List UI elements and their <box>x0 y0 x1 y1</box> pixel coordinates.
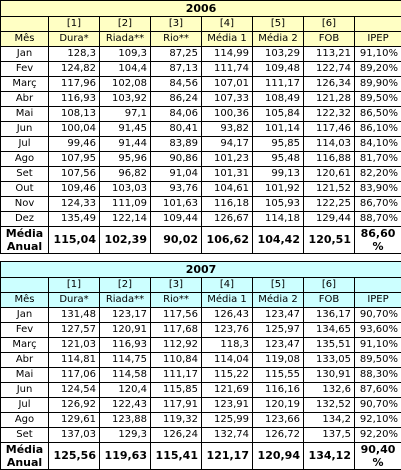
month-cell: Nov <box>1 197 49 212</box>
table-row <box>1 77 401 92</box>
value-cell: 83,89 <box>151 137 202 152</box>
average-value: 115,41 <box>151 443 202 470</box>
value-cell: 89,90% <box>355 77 401 92</box>
table-row <box>1 62 401 77</box>
value-cell: 105,93 <box>253 197 304 212</box>
column-header: Riada** <box>100 32 151 47</box>
value-cell: 107,95 <box>49 152 100 167</box>
value-cell: 93,60% <box>355 323 401 338</box>
value-cell: 101,63 <box>151 197 202 212</box>
column-header: IPEP <box>355 32 401 47</box>
value-cell: 95,48 <box>253 152 304 167</box>
value-cell: 104,4 <box>100 62 151 77</box>
table-row <box>1 182 401 197</box>
value-cell: 121,69 <box>202 383 253 398</box>
value-cell: 91,10% <box>355 47 401 62</box>
table-row <box>1 107 401 122</box>
column-header: Média 1 <box>202 293 253 308</box>
average-value: 134,12 <box>304 443 355 470</box>
value-cell: 91,45 <box>100 122 151 137</box>
value-cell: 122,25 <box>304 197 355 212</box>
value-cell: 95,96 <box>100 152 151 167</box>
value-cell: 135,49 <box>49 212 100 227</box>
column-number: [3] <box>151 17 202 32</box>
average-row <box>1 227 401 241</box>
value-cell: 107,33 <box>202 92 253 107</box>
column-header: FOB <box>304 32 355 47</box>
value-cell: 115,22 <box>202 368 253 383</box>
month-cell: Ago <box>1 152 49 167</box>
value-cell: 86,10% <box>355 122 401 137</box>
value-cell: 91,10% <box>355 338 401 353</box>
month-cell: Jul <box>1 398 49 413</box>
column-header: Rio** <box>151 32 202 47</box>
month-cell: Dez <box>1 212 49 227</box>
average-label: Média <box>1 227 49 241</box>
value-cell: 111,74 <box>202 62 253 77</box>
column-number <box>355 17 401 32</box>
value-cell: 127,57 <box>49 323 100 338</box>
value-cell: 104,61 <box>202 182 253 197</box>
header-row <box>1 32 401 47</box>
column-header: Dura* <box>49 293 100 308</box>
month-cell: Fev <box>1 323 49 338</box>
value-cell: 110,84 <box>151 353 202 368</box>
value-cell: 97,1 <box>100 107 151 122</box>
value-cell: 131,48 <box>49 308 100 323</box>
table-row <box>1 47 401 62</box>
column-header: Riada** <box>100 293 151 308</box>
month-cell: Març <box>1 338 49 353</box>
average-value: 104,42 <box>253 227 304 254</box>
header-row <box>1 293 401 308</box>
month-cell: Set <box>1 167 49 182</box>
value-cell: 92,10% <box>355 413 401 428</box>
value-cell: 117,06 <box>49 368 100 383</box>
value-cell: 90,86 <box>151 152 202 167</box>
value-cell: 101,92 <box>253 182 304 197</box>
average-label-2: Anual <box>1 456 49 470</box>
average-value: 106,62 <box>202 227 253 254</box>
value-cell: 129,44 <box>304 212 355 227</box>
value-cell: 108,13 <box>49 107 100 122</box>
value-cell: 88,70% <box>355 212 401 227</box>
average-label: Média <box>1 443 49 457</box>
value-cell: 111,09 <box>100 197 151 212</box>
value-cell: 111,17 <box>253 77 304 92</box>
average-value: 115,04 <box>49 227 100 254</box>
value-cell: 137,03 <box>49 428 100 443</box>
year-title: 2007 <box>1 262 401 278</box>
value-cell: 117,56 <box>151 308 202 323</box>
value-cell: 134,65 <box>304 323 355 338</box>
value-cell: 111,17 <box>151 368 202 383</box>
value-cell: 124,54 <box>49 383 100 398</box>
value-cell: 80,41 <box>151 122 202 137</box>
average-value: 120,94 <box>253 443 304 470</box>
column-number <box>1 17 49 32</box>
value-cell: 123,66 <box>253 413 304 428</box>
table-row <box>1 323 401 338</box>
column-number: [6] <box>304 17 355 32</box>
value-cell: 122,43 <box>100 398 151 413</box>
value-cell: 126,72 <box>253 428 304 443</box>
table-row <box>1 212 401 227</box>
value-cell: 133,05 <box>304 353 355 368</box>
value-cell: 100,36 <box>202 107 253 122</box>
value-cell: 100,04 <box>49 122 100 137</box>
value-cell: 124,33 <box>49 197 100 212</box>
year-table-2007 <box>0 261 401 470</box>
table-row <box>1 152 401 167</box>
month-cell: Out <box>1 182 49 197</box>
value-cell: 107,01 <box>202 77 253 92</box>
month-cell: Jun <box>1 122 49 137</box>
value-cell: 91,44 <box>100 137 151 152</box>
value-cell: 120,4 <box>100 383 151 398</box>
value-cell: 90,70% <box>355 308 401 323</box>
value-cell: 101,31 <box>202 167 253 182</box>
value-cell: 120,19 <box>253 398 304 413</box>
value-cell: 109,46 <box>49 182 100 197</box>
value-cell: 114,04 <box>202 353 253 368</box>
value-cell: 116,93 <box>100 338 151 353</box>
table-row <box>1 383 401 398</box>
value-cell: 117,46 <box>304 122 355 137</box>
value-cell: 84,06 <box>151 107 202 122</box>
value-cell: 93,82 <box>202 122 253 137</box>
value-cell: 126,67 <box>202 212 253 227</box>
value-cell: 89,20% <box>355 62 401 77</box>
value-cell: 132,74 <box>202 428 253 443</box>
value-cell: 109,3 <box>100 47 151 62</box>
value-cell: 87,25 <box>151 47 202 62</box>
value-cell: 132,52 <box>304 398 355 413</box>
value-cell: 122,14 <box>100 212 151 227</box>
column-number: [4] <box>202 17 253 32</box>
average-ipep: 86,60 <box>355 227 401 241</box>
month-cell: Abr <box>1 92 49 107</box>
column-header: Rio** <box>151 293 202 308</box>
value-cell: 117,68 <box>151 323 202 338</box>
value-cell: 109,48 <box>253 62 304 77</box>
month-cell: Fev <box>1 62 49 77</box>
value-cell: 119,32 <box>151 413 202 428</box>
value-cell: 91,04 <box>151 167 202 182</box>
column-number: [5] <box>253 278 304 293</box>
value-cell: 113,21 <box>304 47 355 62</box>
value-cell: 94,17 <box>202 137 253 152</box>
value-cell: 126,92 <box>49 398 100 413</box>
column-header: FOB <box>304 293 355 308</box>
column-header: Média 1 <box>202 32 253 47</box>
value-cell: 84,56 <box>151 77 202 92</box>
month-cell: Abr <box>1 353 49 368</box>
value-cell: 121,03 <box>49 338 100 353</box>
value-cell: 95,85 <box>253 137 304 152</box>
table-row <box>1 353 401 368</box>
month-cell: Març <box>1 77 49 92</box>
year-title: 2006 <box>1 1 401 17</box>
value-cell: 118,3 <box>202 338 253 353</box>
value-cell: 120,61 <box>304 167 355 182</box>
value-cell: 123,47 <box>253 338 304 353</box>
value-cell: 81,70% <box>355 152 401 167</box>
value-cell: 83,90% <box>355 182 401 197</box>
column-number: [2] <box>100 278 151 293</box>
value-cell: 120,91 <box>100 323 151 338</box>
value-cell: 114,75 <box>100 353 151 368</box>
value-cell: 96,82 <box>100 167 151 182</box>
average-ipep-2: % <box>355 240 401 254</box>
value-cell: 115,55 <box>253 368 304 383</box>
value-cell: 101,23 <box>202 152 253 167</box>
value-cell: 112,92 <box>151 338 202 353</box>
value-cell: 121,28 <box>304 92 355 107</box>
value-cell: 86,70% <box>355 197 401 212</box>
value-cell: 124,82 <box>49 62 100 77</box>
value-cell: 114,03 <box>304 137 355 152</box>
table-row <box>1 137 401 152</box>
column-header: Mês <box>1 32 49 47</box>
value-cell: 103,92 <box>100 92 151 107</box>
value-cell: 126,34 <box>304 77 355 92</box>
value-cell: 82,20% <box>355 167 401 182</box>
value-cell: 137,5 <box>304 428 355 443</box>
value-cell: 135,51 <box>304 338 355 353</box>
value-cell: 117,91 <box>151 398 202 413</box>
table-row <box>1 308 401 323</box>
column-header: Média 2 <box>253 32 304 47</box>
average-value: 121,17 <box>202 443 253 470</box>
value-cell: 86,50% <box>355 107 401 122</box>
month-cell: Mai <box>1 107 49 122</box>
column-number: [5] <box>253 17 304 32</box>
value-cell: 99,46 <box>49 137 100 152</box>
value-cell: 126,43 <box>202 308 253 323</box>
value-cell: 107,56 <box>49 167 100 182</box>
value-cell: 101,14 <box>253 122 304 137</box>
value-cell: 114,58 <box>100 368 151 383</box>
month-cell: Jul <box>1 137 49 152</box>
table-row <box>1 92 401 107</box>
column-number <box>1 278 49 293</box>
value-cell: 123,47 <box>253 308 304 323</box>
value-cell: 103,03 <box>100 182 151 197</box>
value-cell: 122,32 <box>304 107 355 122</box>
value-cell: 109,44 <box>151 212 202 227</box>
value-cell: 93,76 <box>151 182 202 197</box>
value-cell: 123,17 <box>100 308 151 323</box>
column-number-row <box>1 17 401 32</box>
column-number: [1] <box>49 17 100 32</box>
value-cell: 116,16 <box>253 383 304 398</box>
month-cell: Set <box>1 428 49 443</box>
value-cell: 125,97 <box>253 323 304 338</box>
column-header: IPEP <box>355 293 401 308</box>
column-header: Mês <box>1 293 49 308</box>
value-cell: 114,18 <box>253 212 304 227</box>
table-gap <box>0 254 401 261</box>
value-cell: 86,24 <box>151 92 202 107</box>
column-number: [1] <box>49 278 100 293</box>
value-cell: 125,99 <box>202 413 253 428</box>
value-cell: 116,88 <box>304 152 355 167</box>
column-number: [2] <box>100 17 151 32</box>
value-cell: 121,52 <box>304 182 355 197</box>
value-cell: 87,13 <box>151 62 202 77</box>
column-number: [4] <box>202 278 253 293</box>
value-cell: 114,99 <box>202 47 253 62</box>
value-cell: 89,50% <box>355 353 401 368</box>
value-cell: 116,18 <box>202 197 253 212</box>
value-cell: 89,50% <box>355 92 401 107</box>
average-value: 90,02 <box>151 227 202 254</box>
table-row <box>1 197 401 212</box>
value-cell: 114,81 <box>49 353 100 368</box>
year-row <box>1 262 401 278</box>
average-value: 125,56 <box>49 443 100 470</box>
month-cell: Jan <box>1 47 49 62</box>
value-cell: 117,96 <box>49 77 100 92</box>
value-cell: 116,93 <box>49 92 100 107</box>
table-row <box>1 167 401 182</box>
average-ipep-2: % <box>355 456 401 470</box>
column-number: [3] <box>151 278 202 293</box>
column-number <box>355 278 401 293</box>
average-label-2: Anual <box>1 240 49 254</box>
value-cell: 129,3 <box>100 428 151 443</box>
value-cell: 136,17 <box>304 308 355 323</box>
value-cell: 84,10% <box>355 137 401 152</box>
month-cell: Ago <box>1 413 49 428</box>
value-cell: 129,61 <box>49 413 100 428</box>
average-value: 120,51 <box>304 227 355 254</box>
value-cell: 92,20% <box>355 428 401 443</box>
table-row <box>1 368 401 383</box>
value-cell: 105,84 <box>253 107 304 122</box>
value-cell: 87,60% <box>355 383 401 398</box>
average-value: 119,63 <box>100 443 151 470</box>
average-row <box>1 443 401 457</box>
table-row <box>1 122 401 137</box>
average-ipep: 90,40 <box>355 443 401 457</box>
table-row <box>1 413 401 428</box>
value-cell: 108,49 <box>253 92 304 107</box>
value-cell: 115,85 <box>151 383 202 398</box>
value-cell: 130,91 <box>304 368 355 383</box>
value-cell: 123,91 <box>202 398 253 413</box>
value-cell: 90,70% <box>355 398 401 413</box>
column-number-row <box>1 278 401 293</box>
value-cell: 123,88 <box>100 413 151 428</box>
value-cell: 126,24 <box>151 428 202 443</box>
column-header: Dura* <box>49 32 100 47</box>
value-cell: 99,13 <box>253 167 304 182</box>
column-header: Média 2 <box>253 293 304 308</box>
value-cell: 122,74 <box>304 62 355 77</box>
value-cell: 123,76 <box>202 323 253 338</box>
table-row <box>1 398 401 413</box>
month-cell: Jun <box>1 383 49 398</box>
value-cell: 103,29 <box>253 47 304 62</box>
month-cell: Mai <box>1 368 49 383</box>
month-cell: Jan <box>1 308 49 323</box>
column-number: [6] <box>304 278 355 293</box>
value-cell: 134,2 <box>304 413 355 428</box>
table-row <box>1 428 401 443</box>
value-cell: 132,6 <box>304 383 355 398</box>
value-cell: 128,3 <box>49 47 100 62</box>
average-value: 102,39 <box>100 227 151 254</box>
value-cell: 88,30% <box>355 368 401 383</box>
value-cell: 102,08 <box>100 77 151 92</box>
table-row <box>1 338 401 353</box>
year-row <box>1 1 401 17</box>
value-cell: 119,08 <box>253 353 304 368</box>
